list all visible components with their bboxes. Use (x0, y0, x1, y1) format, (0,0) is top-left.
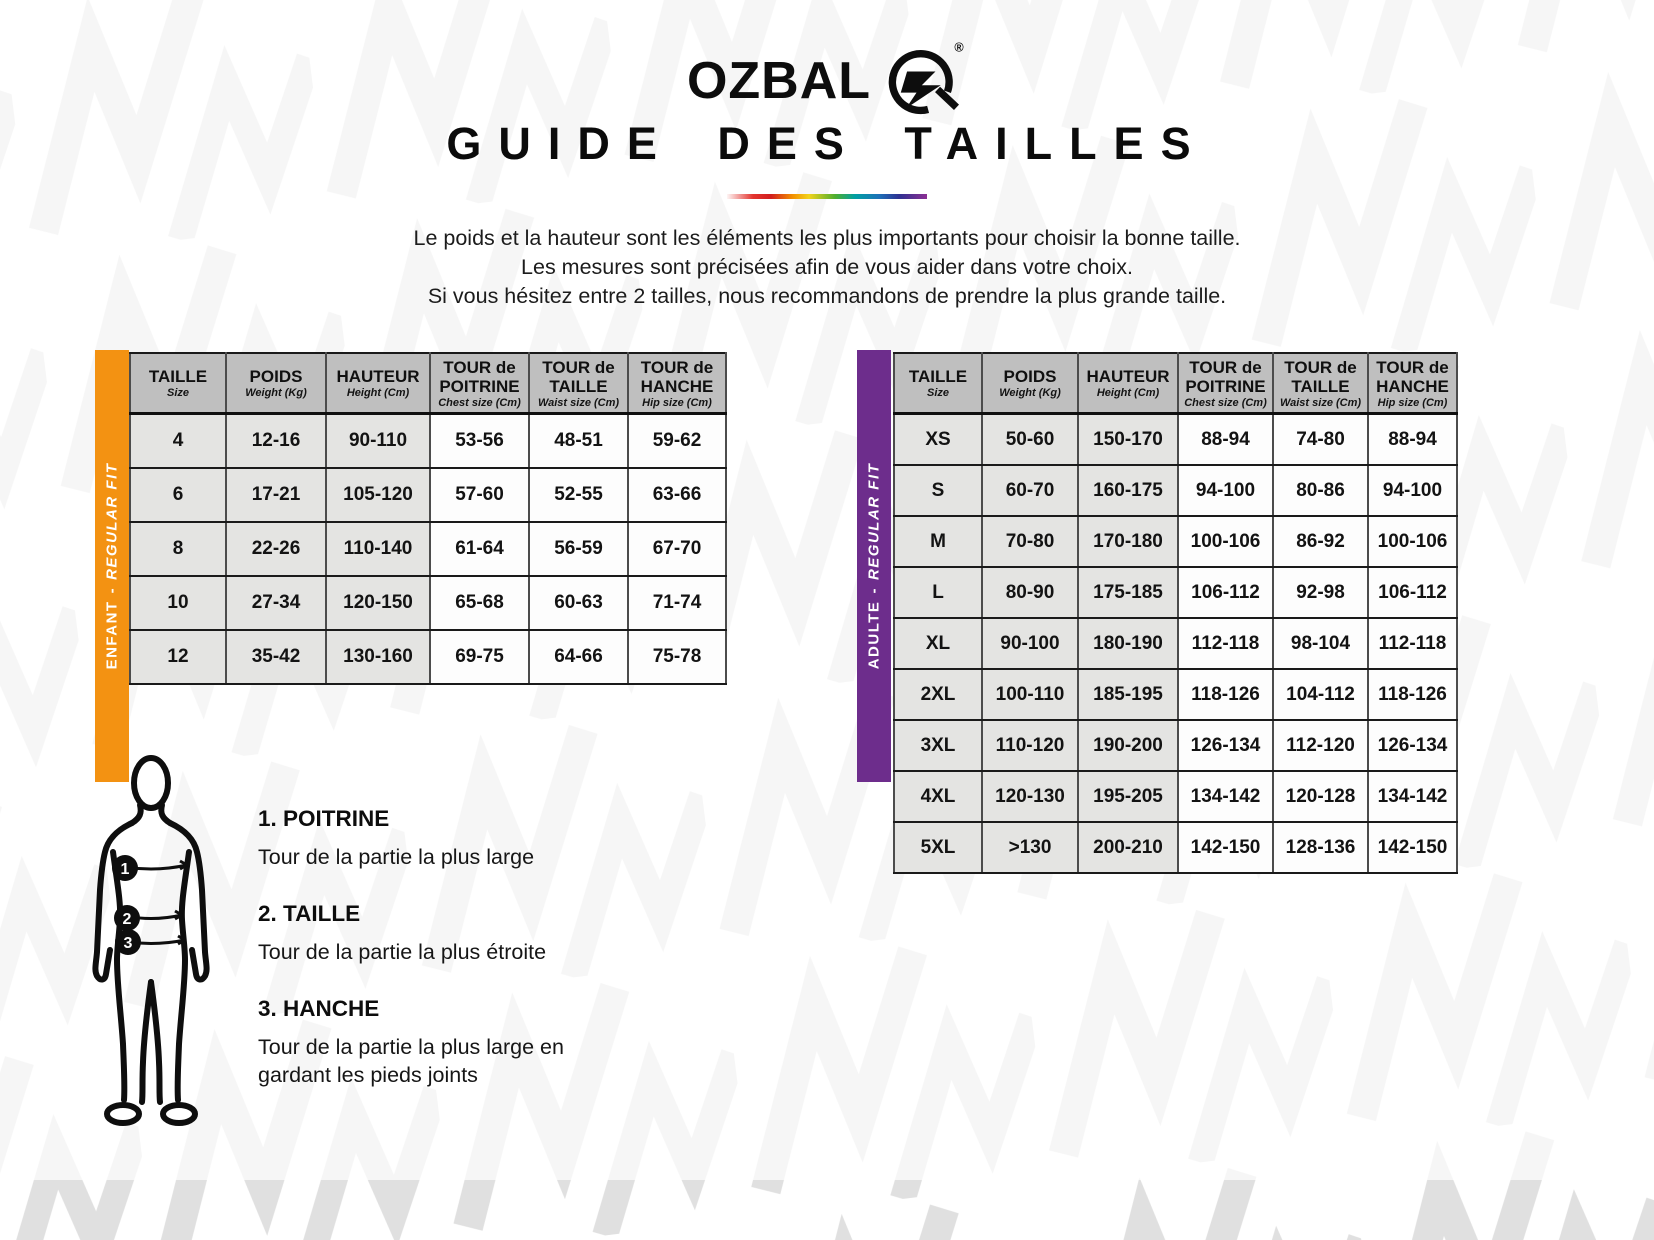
size-label-cell: 3XL (894, 720, 982, 771)
legend-item-title: 1. POITRINE (258, 806, 390, 831)
measure-cell: 50-60 (982, 414, 1078, 466)
measure-cell: >130 (982, 822, 1078, 873)
measure-cell: 90-110 (326, 414, 430, 469)
column-subtitle: Height (Cm) (1096, 387, 1160, 399)
measure-cell: 17-21 (226, 468, 326, 522)
brand-monogram-icon (885, 40, 967, 122)
header-row (130, 353, 726, 414)
measure-cell: 48-51 (529, 414, 628, 469)
measure-cell: 120-130 (982, 771, 1078, 822)
page-title: GUIDE DES TAILLES (446, 118, 1208, 169)
brand-logo (0, 40, 1654, 122)
adulte-label-separator: - (865, 587, 883, 594)
measure-cell: 56-59 (529, 522, 628, 576)
size-label-cell: 8 (130, 522, 226, 576)
measure-cell: 106-112 (1178, 567, 1273, 618)
measure-cell: 57-60 (430, 468, 529, 522)
adulte-table-body (894, 414, 1457, 874)
measure-cell: 118-126 (1368, 669, 1457, 720)
measure-cell: 142-150 (1368, 822, 1457, 873)
column-subtitle: Waist size (Cm) (537, 396, 620, 409)
size-row-4xl (894, 771, 1457, 822)
legend-item-3 (258, 996, 638, 1089)
intro-line-3: Si vous hésitez entre 2 tailles, nous recommandons de prendre la plus grande taille. (427, 284, 1227, 308)
column-title: TAILLE (1291, 376, 1350, 396)
measure-cell: 110-120 (982, 720, 1078, 771)
size-label-cell: 12 (130, 630, 226, 684)
measure-cell: 126-134 (1368, 720, 1457, 771)
measure-cell: 64-66 (529, 630, 628, 684)
column-subtitle: Size (926, 387, 949, 399)
measure-cell: 100-106 (1368, 516, 1457, 567)
column-title: POIDS (249, 367, 303, 386)
measure-cell: 100-110 (982, 669, 1078, 720)
header-row (894, 353, 1457, 414)
adulte-fit-label: REGULAR FIT (865, 462, 883, 581)
column-subtitle: Weight (Kg) (245, 387, 307, 399)
measure-cell: 71-74 (628, 576, 726, 630)
column-title: TOUR de (1284, 357, 1357, 377)
measure-cell: 200-210 (1078, 822, 1178, 873)
size-row-3xl (894, 720, 1457, 771)
size-label-cell: XS (894, 414, 982, 466)
measure-cell: 60-63 (529, 576, 628, 630)
column-title: HANCHE (640, 376, 714, 396)
column-header-tour-de-poitrine (1178, 353, 1273, 414)
adulte-fit-bar-label (866, 463, 883, 670)
measure-cell: 100-106 (1178, 516, 1273, 567)
measure-cell: 22-26 (226, 522, 326, 576)
legend-item-title: 3. HANCHE (258, 996, 380, 1021)
column-subtitle: Waist size (Cm) (1279, 396, 1362, 409)
measure-cell: 195-205 (1078, 771, 1178, 822)
column-header-poids (982, 353, 1078, 414)
enfant-label-separator: - (103, 586, 121, 594)
size-label-cell: L (894, 567, 982, 618)
column-header-tour-de-taille (1273, 353, 1368, 414)
column-subtitle: Hip size (Cm) (1377, 396, 1448, 409)
column-title: HANCHE (1376, 376, 1449, 396)
measure-cell: 65-68 (430, 576, 529, 630)
size-label-cell: M (894, 516, 982, 567)
measure-cell: 88-94 (1178, 414, 1273, 466)
column-title: POITRINE (439, 376, 520, 396)
size-row-m (894, 516, 1457, 567)
rainbow-divider (727, 194, 927, 199)
enfant-label: ENFANT (103, 600, 121, 670)
size-row-l (894, 567, 1457, 618)
measure-cell: 180-190 (1078, 618, 1178, 669)
measure-cell: 80-90 (982, 567, 1078, 618)
measure-cell: 94-100 (1368, 465, 1457, 516)
measure-cell: 126-134 (1178, 720, 1273, 771)
size-row-s (894, 465, 1457, 516)
size-row-4 (130, 414, 726, 469)
measure-cell: 67-70 (628, 522, 726, 576)
enfant-fit-bar (95, 350, 129, 782)
measure-cell: 112-120 (1273, 720, 1368, 771)
body-measurement-figure (86, 752, 220, 1144)
column-subtitle: Weight (Kg) (999, 387, 1061, 399)
size-label-cell: 5XL (894, 822, 982, 873)
intro-text (0, 224, 1654, 311)
column-title: HAUTEUR (1086, 367, 1170, 386)
size-table-adulte (893, 352, 1458, 874)
marker-3: 3 (123, 935, 133, 952)
column-subtitle: Size (166, 387, 189, 399)
enfant-fit-bar-label (104, 463, 121, 670)
measure-cell: 160-175 (1078, 465, 1178, 516)
marker-2: 2 (122, 911, 132, 928)
measure-cell: 69-75 (430, 630, 529, 684)
measure-cell: 175-185 (1078, 567, 1178, 618)
measure-cell: 150-170 (1078, 414, 1178, 466)
legend-item-description: Tour de la partie la plus large en gardant les pieds joints (258, 1035, 564, 1087)
column-header-tour-de-hanche (628, 353, 726, 414)
measure-cell: 128-136 (1273, 822, 1368, 873)
measure-cell: 60-70 (982, 465, 1078, 516)
measure-cell: 106-112 (1368, 567, 1457, 618)
intro-line-2: Les mesures sont précisées afin de vous aider dans votre choix. (521, 255, 1133, 279)
measure-cell: 104-112 (1273, 669, 1368, 720)
legend-item-2 (258, 901, 638, 966)
measure-cell: 80-86 (1273, 465, 1368, 516)
column-header-tour-de-taille (529, 353, 628, 414)
measure-cell: 120-128 (1273, 771, 1368, 822)
measure-cell: 75-78 (628, 630, 726, 684)
measure-cell: 52-55 (529, 468, 628, 522)
brand-wordmark: OZBAL (686, 52, 872, 110)
measure-cell: 98-104 (1273, 618, 1368, 669)
measure-cell: 118-126 (1178, 669, 1273, 720)
column-subtitle: Chest size (Cm) (438, 396, 521, 409)
measurement-legend (258, 806, 638, 1119)
measure-cell: 134-142 (1178, 771, 1273, 822)
measure-cell: 142-150 (1178, 822, 1273, 873)
measure-cell: 134-142 (1368, 771, 1457, 822)
adulte-table-header (894, 353, 1457, 414)
size-table-enfant (129, 352, 727, 685)
column-title: TAILLE (908, 367, 968, 386)
column-header-poids (226, 353, 326, 414)
measure-cell: 92-98 (1273, 567, 1368, 618)
legend-item-1 (258, 806, 638, 871)
measure-cell: 86-92 (1273, 516, 1368, 567)
column-header-hauteur (326, 353, 430, 414)
legend-item-description: Tour de la partie la plus large (258, 845, 535, 869)
legend-item-title: 2. TAILLE (258, 901, 361, 926)
measure-cell: 112-118 (1368, 618, 1457, 669)
column-title: TAILLE (549, 376, 608, 396)
column-title: TOUR de (1376, 357, 1449, 377)
size-row-12 (130, 630, 726, 684)
enfant-table-header (130, 353, 726, 414)
column-subtitle: Hip size (Cm) (642, 396, 712, 409)
measure-cell: 63-66 (628, 468, 726, 522)
measure-cell: 185-195 (1078, 669, 1178, 720)
measure-cell: 110-140 (326, 522, 430, 576)
column-title: HAUTEUR (336, 367, 420, 386)
size-row-5xl (894, 822, 1457, 873)
measure-cell: 70-80 (982, 516, 1078, 567)
column-title: POIDS (1003, 367, 1057, 386)
size-row-2xl (894, 669, 1457, 720)
legend-item-description: Tour de la partie la plus étroite (258, 940, 547, 964)
figure-head (134, 758, 168, 808)
column-header-tour-de-poitrine (430, 353, 529, 414)
column-title: TOUR de (1189, 357, 1262, 377)
size-label-cell: 6 (130, 468, 226, 522)
size-row-10 (130, 576, 726, 630)
measure-cell: 53-56 (430, 414, 529, 469)
column-header-hauteur (1078, 353, 1178, 414)
intro-line-1: Le poids et la hauteur sont les éléments les plus importants pour choisir la bonne taille. (413, 226, 1241, 250)
measure-cell: 27-34 (226, 576, 326, 630)
size-label-cell: 4 (130, 414, 226, 469)
column-subtitle: Chest size (Cm) (1184, 396, 1267, 409)
enfant-fit-label: REGULAR FIT (103, 462, 121, 580)
column-title: TOUR de (640, 357, 714, 377)
measure-cell: 61-64 (430, 522, 529, 576)
size-row-6 (130, 468, 726, 522)
column-header-taille (130, 353, 226, 414)
measure-cell: 94-100 (1178, 465, 1273, 516)
size-label-cell: 10 (130, 576, 226, 630)
measure-cell: 190-200 (1078, 720, 1178, 771)
column-title: TOUR de (443, 357, 516, 377)
adulte-label: ADULTE (865, 600, 883, 670)
size-label-cell: S (894, 465, 982, 516)
measure-cell: 12-16 (226, 414, 326, 469)
column-title: TOUR de (542, 357, 615, 377)
size-label-cell: 2XL (894, 669, 982, 720)
size-label-cell: 4XL (894, 771, 982, 822)
measure-cell: 120-150 (326, 576, 430, 630)
size-row-xs (894, 414, 1457, 466)
enfant-table-body (130, 414, 726, 685)
column-title: POITRINE (1185, 376, 1266, 396)
measure-cell: 59-62 (628, 414, 726, 469)
size-row-xl (894, 618, 1457, 669)
measure-cell: 105-120 (326, 468, 430, 522)
marker-1: 1 (120, 861, 130, 878)
measure-cell: 88-94 (1368, 414, 1457, 466)
measurement-markers (112, 855, 141, 955)
registered-mark: ® (954, 40, 964, 55)
size-label-cell: XL (894, 618, 982, 669)
measure-cell: 112-118 (1178, 618, 1273, 669)
adulte-fit-bar (857, 350, 891, 782)
column-header-tour-de-hanche (1368, 353, 1457, 414)
measure-cell: 130-160 (326, 630, 430, 684)
measure-cell: 170-180 (1078, 516, 1178, 567)
column-header-taille (894, 353, 982, 414)
measure-cell: 90-100 (982, 618, 1078, 669)
column-subtitle: Height (Cm) (346, 387, 410, 399)
size-row-8 (130, 522, 726, 576)
measure-cell: 35-42 (226, 630, 326, 684)
measure-cell: 74-80 (1273, 414, 1368, 466)
column-title: TAILLE (148, 367, 208, 386)
